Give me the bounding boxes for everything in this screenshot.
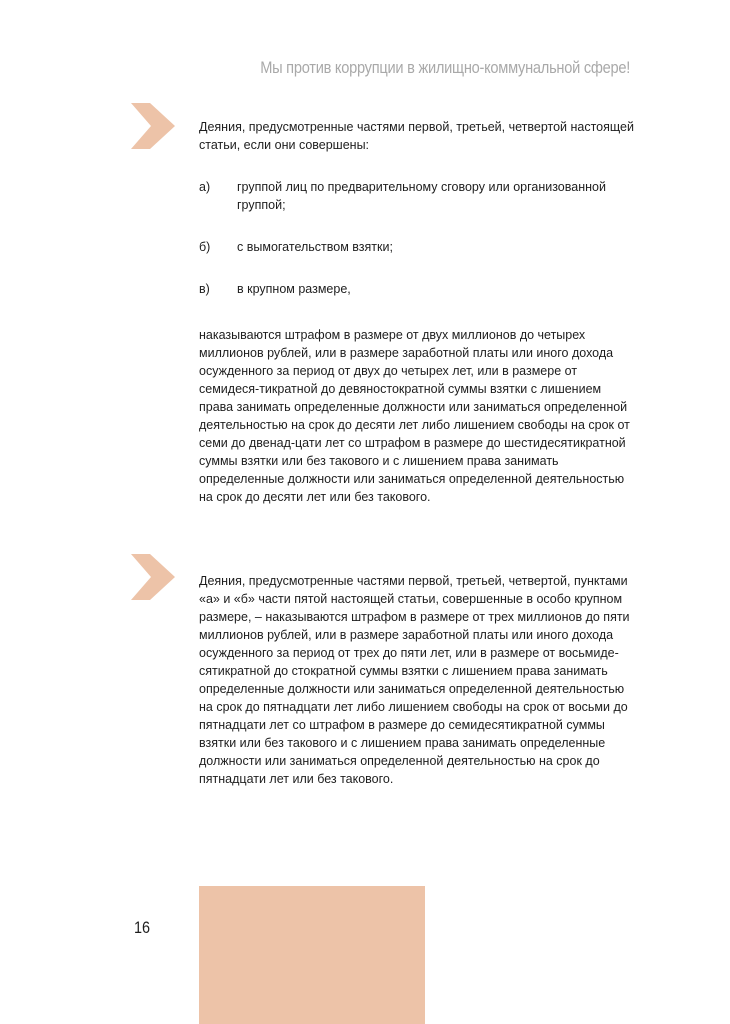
list-text: с вымогательством взятки; [237, 240, 393, 254]
chevron-right-icon [131, 103, 175, 149]
list-marker: б) [199, 240, 211, 254]
chevron-right-icon [131, 554, 175, 600]
section2-text: Деяния, предусмотренные частями первой, третьей, четвертой, пунктами «а» и «б» части пятой настоящей статьи, совершенные в особо крупном размере, – наказываются штрафом в размере от трех миллионов до пяти миллионов рублей, или в размере заработной платы или иного дохода осужденного за период от трех до пяти лет, или в размере от восьмиде-сятикратной до стократной суммы взятки с лишением права занимать определенные должности или заниматься определенной деятельностью на срок до пятнадцати лет либо лишением свободы на срок от восьми до пятнадцати лет со штрафом в размере до семидесятикратной суммы взятки или без такового и с лишением права занимать определенные должности или заниматься определенной деятельностью на срок до пятнадцати лет или без такового. [199, 574, 630, 786]
section1-intro [199, 118, 635, 154]
section2-body [199, 572, 635, 788]
list-text: группой лиц по предварительному сговору или организованной группой; [237, 180, 606, 212]
section1-penalty-text: наказываются штрафом в размере от двух миллионов до четырех миллионов рублей, или в размере заработной платы или иного дохода осужденного за период от двух до четырех лет, или в размере от семидеся-тикратной до девяностократной суммы взятки с лишением права занимать определенные должности или заниматься определенной деятельностью на срок до десяти лет либо лишением свободы на срок от семи до двенад-цати лет со штрафом в размере до шестидесятикратной суммы взятки или без такового и с лишением права занимать определенные должности или заниматься определенной деятельностью на срок до десяти лет или без такового. [199, 328, 630, 504]
list-marker: а) [199, 180, 211, 194]
page-number: 16 [134, 918, 151, 937]
section1-intro-text: Деяния, предусмотренные частями первой, третьей, четвертой настоящей статьи, если они совершены: [199, 120, 634, 152]
header-title: Мы против коррупции в жилищно-коммунальной сфере! [260, 58, 630, 77]
list-text: в крупном размере, [237, 282, 351, 296]
decorative-block [199, 886, 425, 1024]
list-marker: в) [199, 282, 210, 296]
section1-penalty [199, 326, 635, 506]
